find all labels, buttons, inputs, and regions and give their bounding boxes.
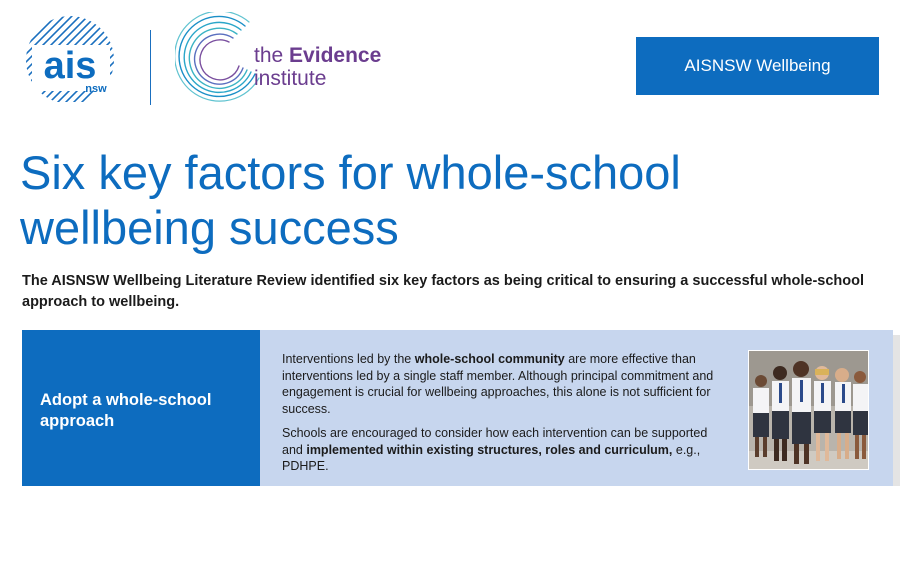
factor-heading: Adopt a whole-school approach: [40, 391, 212, 430]
aisnsw-wellbeing-badge: [636, 37, 879, 95]
factor-heading-box: [22, 330, 260, 486]
evidence-word-institute: institute: [254, 67, 327, 90]
factor-paragraph-2: [282, 425, 727, 475]
evidence-institute-swirl-icon: [175, 12, 265, 102]
p1-text-bold: whole-school community: [414, 352, 565, 366]
ais-nsw-logo: [12, 12, 127, 102]
p1-text-a: Interventions led by the: [282, 352, 415, 366]
evidence-word-the: the: [254, 44, 284, 67]
p2-text-c: e.g., PDHPE.: [282, 442, 701, 473]
factor-panel-shadow: [893, 335, 900, 486]
logo-divider: [150, 30, 151, 105]
students-illustration: [749, 351, 869, 470]
ais-logo-subtext: nsw: [85, 83, 107, 95]
badge-label: AISNSW Wellbeing: [684, 56, 831, 75]
factor-description: [282, 351, 727, 483]
students-photo: [748, 350, 869, 470]
ais-logo-text: ais: [43, 45, 97, 87]
intro-text: The AISNSW Wellbeing Literature Review identified six key factors as being critical to ensuring a successful whole-school approach to wellbeing.: [22, 273, 865, 310]
p2-text-a: Schools are encouraged to consider how each intervention can be supported and: [282, 426, 708, 457]
p2-text-bold: implemented within existing structures, roles and curriculum,: [306, 442, 673, 457]
ais-logo-icon: [12, 12, 127, 102]
evidence-word-evidence: Evidence: [289, 44, 382, 67]
evidence-institute-wordmark: [254, 44, 381, 90]
evidence-institute-logo-mark: [175, 12, 265, 102]
factor-paragraph-1: [282, 351, 727, 417]
p1-text-c: are more effective than interventions led by a single staff member. Although principal commitment and engagement is crucial for wellbeing approaches, this alone is not sufficient for success.: [282, 352, 714, 416]
page-title: Six key factors for whole-school wellbeing success: [20, 146, 681, 254]
